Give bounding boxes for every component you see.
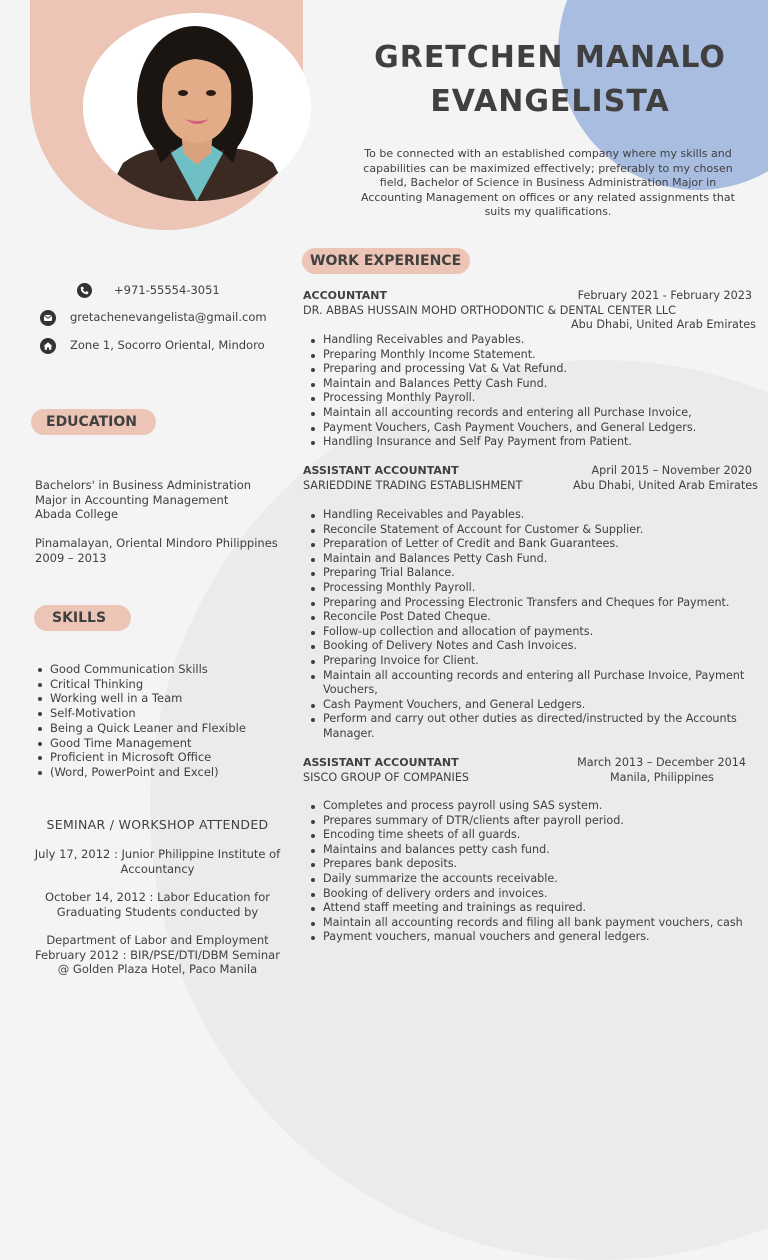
job-dates: February 2021 - February 2023: [577, 289, 752, 302]
objective-text: To be connected with an established company where my skills and capabilities can be maximized effectively; preferably to my chosen field, Bachelor of Science in Business Administration Major in Accounting Management on offices or any related assignments that suits my qualifications.: [361, 147, 735, 218]
education-line: 2009 – 2013: [35, 550, 107, 565]
job-entry: [303, 289, 758, 449]
profile-photo: [83, 13, 311, 201]
duty-item: Handling Receivables and Payables.: [309, 333, 753, 348]
duty-item: Maintains and balances petty cash fund.: [309, 843, 753, 858]
job-title: ACCOUNTANT: [303, 289, 388, 302]
duty-item: Preparing and Processing Electronic Transfers and Cheques for Payment.: [309, 596, 753, 611]
seminar-list: [30, 847, 285, 977]
skill-item: Critical Thinking: [36, 677, 286, 692]
duty-item: Processing Monthly Payroll.: [309, 391, 753, 406]
education-heading: EDUCATION: [31, 409, 156, 435]
home-icon: [40, 338, 56, 354]
duty-item: Perform and carry out other duties as directed/instructed by the Accounts Manager.: [309, 712, 753, 741]
education-line: Pinamalayan, Oriental Mindoro Philippines: [35, 536, 278, 550]
seminar-item: Department of Labor and Employment February 2012 : BIR/PSE/DTI/DBM Seminar @ Golden Plaza Hotel, Paco Manila: [35, 933, 280, 976]
skill-item: Working well in a Team: [36, 691, 286, 706]
duty-item: Booking of Delivery Notes and Cash Invoices.: [309, 639, 753, 654]
skill-item: Good Time Management: [36, 736, 286, 751]
job-duties: [309, 799, 753, 945]
duty-item: Reconcile Statement of Account for Customer & Supplier.: [309, 523, 753, 538]
education-line: Abada College: [35, 507, 119, 521]
job-company: SISCO GROUP OF COMPANIES: [303, 770, 470, 784]
duty-item: Prepares bank deposits.: [309, 857, 753, 872]
skill-item: Being a Quick Leaner and Flexible: [36, 721, 286, 736]
duty-item: Preparing Monthly Income Statement.: [309, 348, 753, 363]
skills-list: [36, 662, 286, 780]
duty-item: Maintain all accounting records and entering all Purchase Invoice, Payment Vouchers,: [309, 669, 753, 698]
duty-item: Follow-up collection and allocation of payments.: [309, 625, 753, 640]
skill-item: (Word, PowerPoint and Excel): [36, 765, 286, 780]
name-line-2: EVANGELISTA: [430, 84, 670, 119]
education-details: [35, 478, 278, 565]
skills-heading: SKILLS: [34, 605, 131, 631]
duty-item: Processing Monthly Payroll.: [309, 581, 753, 596]
education-line: [35, 522, 278, 537]
duty-item: Booking of delivery orders and invoices.: [309, 887, 753, 902]
duty-item: Maintain all accounting records and filing all bank payment vouchers, cash: [309, 916, 753, 931]
email-address[interactable]: gretachenevangelista@gmail.com: [70, 310, 267, 324]
job-dates: April 2015 – November 2020: [591, 464, 752, 477]
duty-item: Prepares summary of DTR/clients after payroll period.: [309, 814, 753, 829]
duty-item: Maintain all accounting records and entering all Purchase Invoice,: [309, 406, 753, 421]
phone-number[interactable]: +971-55554-3051: [114, 283, 220, 297]
work-experience-heading: WORK EXPERIENCE: [302, 248, 470, 274]
duty-item: Reconcile Post Dated Cheque.: [309, 610, 753, 625]
duty-item: Handling Receivables and Payables.: [309, 508, 753, 523]
job-duties: [309, 333, 753, 450]
job-dates: March 2013 – December 2014: [577, 756, 746, 769]
job-company: DR. ABBAS HUSSAIN MOHD ORTHODONTIC & DENTAL CENTER LLC: [303, 303, 676, 317]
duty-item: Daily summarize the accounts receivable.: [309, 872, 753, 887]
duty-item: Completes and process payroll using SAS system.: [309, 799, 753, 814]
duty-item: Preparing Trial Balance.: [309, 566, 753, 581]
job-company: SARIEDDINE TRADING ESTABLISHMENT: [303, 478, 523, 492]
duty-item: Preparation of Letter of Credit and Bank Guarantees.: [309, 537, 753, 552]
mail-icon: [40, 310, 56, 326]
skill-item: Good Communication Skills: [36, 662, 286, 677]
duty-item: Handling Insurance and Self Pay Payment from Patient.: [309, 435, 753, 450]
duty-item: Attend staff meeting and trainings as required.: [309, 901, 753, 916]
skill-item: Self-Motivation: [36, 706, 286, 721]
job-title: ASSISTANT ACCOUNTANT: [303, 756, 459, 769]
duty-item: Cash Payment Vouchers, and General Ledgers.: [309, 698, 753, 713]
seminar-item: October 14, 2012 : Labor Education for Graduating Students conducted by: [45, 890, 270, 919]
photo-panel: [30, 0, 303, 230]
job-entry: [303, 464, 758, 740]
job-entry: [303, 756, 758, 944]
duty-item: Maintain and Balances Petty Cash Fund.: [309, 552, 753, 567]
duty-item: Preparing Invoice for Client.: [309, 654, 753, 669]
duty-item: Maintain and Balances Petty Cash Fund.: [309, 377, 753, 392]
duty-item: Preparing and processing Vat & Vat Refund.: [309, 362, 753, 377]
job-location: Abu Dhabi, United Arab Emirates: [571, 318, 756, 332]
name-line-1: GRETCHEN MANALO: [374, 40, 726, 75]
job-location: Abu Dhabi, United Arab Emirates: [573, 478, 758, 492]
job-duties: [309, 508, 753, 742]
job-title: ASSISTANT ACCOUNTANT: [303, 464, 459, 477]
education-line: Bachelors' in Business Administration: [35, 478, 252, 492]
job-location: Manila, Philippines: [609, 770, 714, 784]
seminar-heading: SEMINAR / WORKSHOP ATTENDED: [46, 817, 269, 832]
address-text: Zone 1, Socorro Oriental, Mindoro: [70, 338, 265, 352]
seminar-item: July 17, 2012 : Junior Philippine Institute of Accountancy: [34, 847, 281, 876]
phone-icon: [77, 283, 92, 298]
skill-item: Proficient in Microsoft Office: [36, 750, 286, 765]
duty-item: Encoding time sheets of all guards.: [309, 828, 753, 843]
full-name: [340, 36, 760, 124]
duty-item: Payment vouchers, manual vouchers and general ledgers.: [309, 930, 753, 945]
education-line: Major in Accounting Management: [35, 492, 229, 507]
duty-item: Payment Vouchers, Cash Payment Vouchers, and General Ledgers.: [309, 421, 753, 436]
